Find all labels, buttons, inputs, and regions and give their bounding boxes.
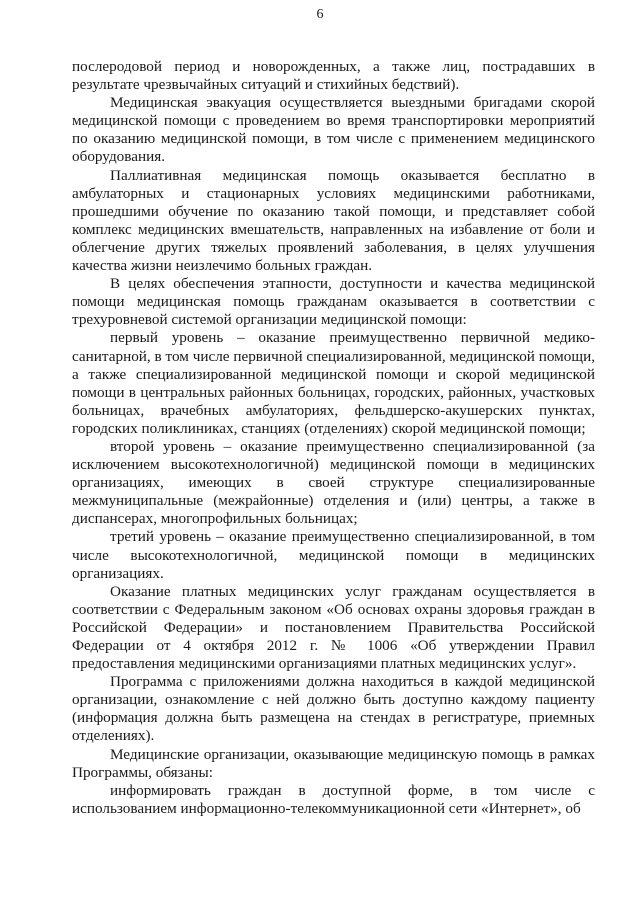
paragraph-program-availability: Программа с приложениями должна находиться в каждой медицинской организации, ознакомление с ней должно быть доступно каждому пациенту (информация должна быть размещена на стендах в регистратуре, приемных отделениях).: [72, 673, 595, 745]
paragraph-continuation: послеродовой период и новорожденных, а также лиц, пострадавших в результате чрезвычайных ситуаций и стихийных бедствий).: [72, 58, 595, 94]
paragraph-paid-services: Оказание платных медицинских услуг гражданам осуществляется в соответствии с Федеральным законом «Об основах охраны здоровья граждан в Российской Федерации» и постановлением Правительства Российской Федерации от 4 октября 2012 г. № 1006 «Об утверждении Правил предоставления медицинскими организациями платных медицинских услуг».: [72, 582, 595, 673]
paragraph-inform-citizens: информировать граждан в доступной форме, в том числе с использованием информационно-телекоммуникационной сети «Интернет», об: [72, 781, 595, 817]
paragraph-level-two: второй уровень – оказание преимущественно специализированной (за исключением высокотехнологичной) медицинской помощи в медицинских организациях, имеющих в своей структуре специализированные межмуниципальные (межрайонные) отделения и (или) центры, а также в диспансерах, многопрофильных больницах;: [72, 437, 595, 528]
page-number: 6: [316, 7, 324, 22]
document-body: [72, 58, 595, 818]
paragraph-level-one: первый уровень – оказание преимущественно первичной медико-санитарной, в том числе первичной специализированной, медицинской помощи, а также специализированной медицинской помощи и скорой медицинской помощи в центральных районных больницах, городских, районных, участковых больницах, врачебных амбулаториях, фельдшерско-акушерских пунктах, городских поликлиниках, станциях (отделениях) скорой медицинской помощи;: [72, 329, 595, 437]
paragraph-palliative-care: Паллиативная медицинская помощь оказывается бесплатно в амбулаторных и стационарных условиях медицинскими работниками, прошедшими обучение по оказанию такой помощи, и представляет собой комплекс медицинских вмешательств, направленных на избавление от боли и облегчение других тяжелых проявлений заболевания, в целях улучшения качества жизни неизлечимо больных граждан.: [72, 166, 595, 275]
paragraph-obligations: Медицинские организации, оказывающие медицинскую помощь в рамках Программы, обязаны:: [72, 745, 595, 781]
paragraph-level-three: третий уровень – оказание преимущественно специализированной, в том числе высокотехнологичной, медицинской помощи в медицинских организациях.: [72, 528, 595, 582]
paragraph-three-level-system: В целях обеспечения этапности, доступности и качества медицинской помощи медицинская помощь гражданам оказывается в соответствии с трехуровневой системой организации медицинской помощи:: [72, 275, 595, 329]
paragraph-medical-evacuation: Медицинская эвакуация осуществляется выездными бригадами скорой медицинской помощи с проведением во время транспортировки мероприятий по оказанию медицинской помощи, в том числе с применением медицинского оборудования.: [72, 94, 595, 166]
